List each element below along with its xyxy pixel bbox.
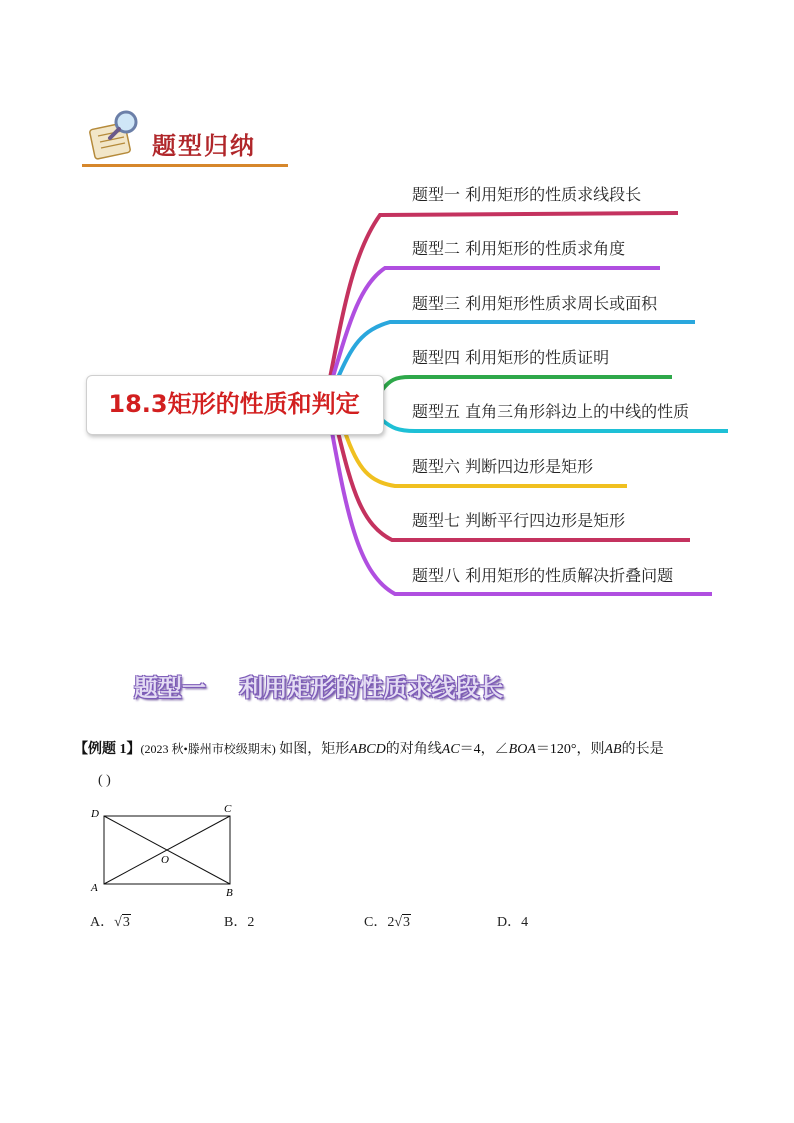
option-c[interactable]: C．2√3 [364,915,411,930]
sqrt-symbol: √3 [114,915,130,930]
branch-label-1: 题型一 利用矩形的性质求线段长 [412,185,642,204]
section-heading: 题型一 利用矩形的性质求线段长 [134,674,504,702]
question-text-2: 的对角线 [385,742,442,757]
branch-label-5: 题型五 直角三角形斜边上的中线的性质 [412,402,690,421]
option-a[interactable]: A．√3 [90,915,130,930]
sqrt-symbol: √3 [394,915,411,930]
diagonal-name: AC [441,742,460,757]
vertex-label-c: C [224,803,232,815]
branch-line-4 [382,377,672,390]
header-title: 题型归纳 [152,131,256,160]
vertex-label-d: D [91,808,99,820]
question-text-3: ＝4，∠ [459,742,509,757]
angle-name: BOA [508,742,536,757]
question-text-1: 如图，矩形 [279,742,350,757]
mindmap-center-title: 18.3矩形的性质和判定 [108,390,360,418]
rect-name: ABCD [349,742,386,757]
magnifier-notes-icon [88,108,146,164]
branch-label-4: 题型四 利用矩形的性质证明 [412,348,610,367]
example-source: (2023 秋•滕州市校级期末) [140,742,276,756]
answer-blank: ( ) [98,773,111,788]
vertex-label-a: A [91,882,98,894]
branch-label-3: 题型三 利用矩形性质求周长或面积 [412,294,658,313]
question-text-4: ＝120°，则 [535,742,605,757]
branch-label-7: 题型七 判断平行四边形是矩形 [412,511,626,530]
example-question [74,738,664,758]
center-label-o: O [161,854,169,866]
branch-label-2: 题型二 利用矩形的性质求角度 [412,239,626,258]
branch-label-8: 题型八 利用矩形的性质解决折叠问题 [412,566,674,585]
segment-name: AB [604,742,622,757]
option-b[interactable]: B．2 [224,915,255,930]
rectangle-figure [86,800,246,900]
example-tag: 【例题 1】 [74,742,141,757]
branch-label-6: 题型六 判断四边形是矩形 [412,457,594,476]
header-underline [82,164,288,167]
option-d[interactable]: D．4 [497,915,529,930]
vertex-label-b: B [226,887,233,899]
question-text-5: 的长是 [621,742,664,757]
